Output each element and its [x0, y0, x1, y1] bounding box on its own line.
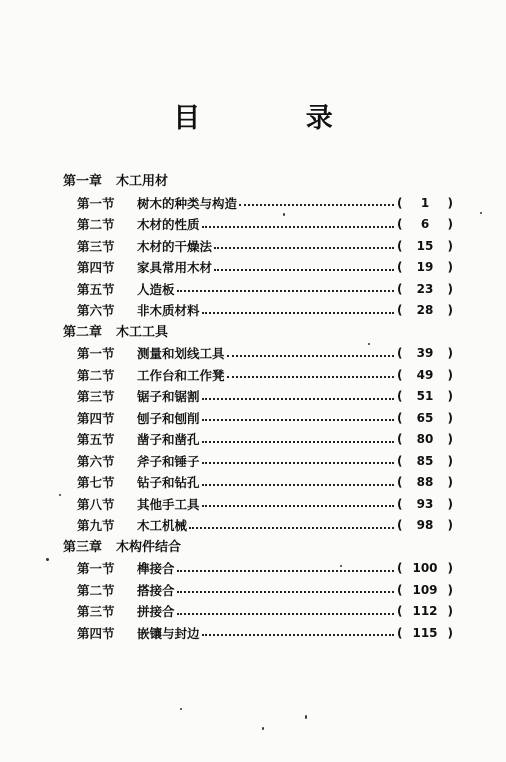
- section-number: 第八节: [77, 496, 115, 512]
- section-title: 工作台和工作凳: [137, 367, 225, 383]
- right-paren: ): [447, 582, 453, 597]
- left-paren: (: [397, 453, 403, 468]
- left-paren: (: [397, 496, 403, 511]
- toc-entry: [63, 451, 453, 473]
- section-title: 木材的干燥法: [137, 238, 213, 254]
- section-number: 第二节: [77, 217, 115, 232]
- page-title: 目 录: [173, 103, 381, 134]
- dot-leader: [227, 376, 394, 378]
- right-paren: ): [447, 195, 453, 210]
- section-title: 凿子和凿孔: [137, 432, 200, 447]
- section-number: 第五节: [77, 432, 115, 447]
- section-title: 拼接合: [137, 604, 175, 619]
- section-title: 斧子和锤子: [137, 453, 200, 469]
- scan-speck: [480, 212, 482, 214]
- page-number-group: [397, 558, 453, 580]
- section-title: 家具常用木材: [137, 260, 213, 275]
- left-paren: (: [397, 518, 403, 532]
- section-number: 第九节: [77, 518, 115, 533]
- page-number-group: [397, 515, 453, 537]
- right-paren: ): [447, 346, 453, 360]
- dot-leader: [177, 591, 394, 593]
- right-paren: ): [447, 475, 453, 489]
- right-paren: ): [447, 453, 453, 468]
- scan-speck: [340, 565, 342, 567]
- page-number: 115: [412, 625, 438, 640]
- toc-entry: [63, 236, 453, 258]
- left-paren: (: [397, 389, 403, 403]
- left-paren: (: [397, 604, 403, 618]
- dot-leader: [202, 462, 394, 464]
- chapter-label: 第一章: [63, 174, 103, 189]
- page-number-group: [397, 193, 453, 215]
- page-number: 1: [420, 195, 430, 210]
- section-number: 第四节: [77, 410, 115, 426]
- page-number-group: [397, 580, 453, 602]
- section-title: 钻子和钻孔: [137, 475, 200, 490]
- left-paren: (: [397, 432, 403, 446]
- chapter-title: 木工工具: [116, 324, 169, 340]
- section-number: 第三节: [77, 389, 115, 404]
- chapter-title: 木构件结合: [116, 539, 182, 555]
- scan-speck: [180, 708, 182, 710]
- section-title: 木材的性质: [137, 217, 200, 232]
- section-number: 第六节: [77, 453, 115, 469]
- toc-entry: [63, 365, 453, 387]
- section-title: 测量和划线工具: [137, 346, 225, 361]
- section-number: 第三节: [77, 238, 115, 254]
- right-paren: ): [447, 410, 453, 425]
- left-paren: (: [397, 582, 403, 597]
- toc-entry: [63, 558, 453, 580]
- section-title: 木工机械: [137, 518, 188, 533]
- left-paren: (: [397, 410, 403, 425]
- dot-leader: [214, 269, 394, 271]
- page-number: 15: [416, 238, 434, 253]
- toc-entry: [63, 580, 453, 602]
- section-number: 第七节: [77, 475, 115, 490]
- section-title: 榫接合: [137, 561, 175, 576]
- section-title: 刨子和刨削: [137, 410, 200, 426]
- dot-leader: [202, 441, 394, 443]
- chapter-label: 第三章: [63, 539, 103, 555]
- dot-leader: [202, 226, 394, 228]
- dot-leader: [202, 484, 394, 486]
- page-number: 23: [416, 281, 434, 296]
- dot-leader: [202, 634, 394, 636]
- section-number: 第一节: [77, 195, 115, 211]
- right-paren: ): [447, 260, 453, 274]
- toc-entry: [63, 214, 453, 236]
- page-number-group: [397, 601, 453, 623]
- chapter-heading: [63, 537, 453, 559]
- section-number: 第二节: [77, 582, 115, 598]
- toc-entry: [63, 279, 453, 301]
- page-number-group: [397, 257, 453, 279]
- page-number-group: [397, 623, 453, 645]
- dot-leader: [239, 204, 394, 206]
- page-number-group: [397, 472, 453, 494]
- page-number: 19: [416, 260, 434, 274]
- section-title: 其他手工具: [137, 496, 200, 512]
- chapter-heading: [63, 171, 453, 193]
- section-title: 树木的种类与构造: [137, 195, 238, 211]
- toc-entry: [63, 300, 453, 322]
- page-number-group: [397, 279, 453, 301]
- page-number: 80: [416, 432, 434, 446]
- section-number: 第四节: [77, 260, 115, 275]
- toc-entry: [63, 515, 453, 537]
- dot-leader: [177, 290, 394, 292]
- page-number: 88: [416, 475, 434, 489]
- right-paren: ): [447, 625, 453, 640]
- left-paren: (: [397, 625, 403, 640]
- section-title: 人造板: [137, 281, 175, 297]
- section-title: 嵌镶与封边: [137, 625, 200, 641]
- dot-leader: [227, 355, 394, 357]
- left-paren: (: [397, 346, 403, 360]
- toc-entry: [63, 494, 453, 516]
- page-number-group: [397, 494, 453, 516]
- page-number-group: [397, 300, 453, 322]
- page-number: 51: [416, 389, 434, 403]
- page-number-group: [397, 214, 453, 236]
- section-title: 搭接合: [137, 582, 175, 598]
- section-number: 第一节: [77, 346, 115, 361]
- page-number-group: [397, 429, 453, 451]
- toc-entry: [63, 193, 453, 215]
- toc-entry: [63, 257, 453, 279]
- toc-entry: [63, 623, 453, 645]
- section-number: 第二节: [77, 367, 115, 383]
- page-number: 100: [412, 561, 438, 575]
- left-paren: (: [397, 260, 403, 274]
- toc-entry: [63, 601, 453, 623]
- dot-leader: [189, 527, 394, 529]
- scan-speck: [283, 213, 285, 216]
- page-number-group: [397, 343, 453, 365]
- page-number: 49: [416, 367, 434, 382]
- page-number: 112: [412, 604, 438, 618]
- left-paren: (: [397, 281, 403, 296]
- right-paren: ): [447, 217, 453, 231]
- dot-leader: [202, 398, 394, 400]
- right-paren: ): [447, 367, 453, 382]
- right-paren: ): [447, 496, 453, 511]
- scan-speck: [46, 558, 49, 561]
- right-paren: ): [447, 518, 453, 532]
- left-paren: (: [397, 303, 403, 317]
- page-number: 28: [416, 303, 434, 317]
- right-paren: ): [447, 303, 453, 317]
- page-number-group: [397, 236, 453, 258]
- scan-speck: [262, 727, 264, 730]
- right-paren: ): [447, 281, 453, 296]
- toc-entry: [63, 386, 453, 408]
- scan-speck: [59, 494, 61, 496]
- scan-speck: [368, 343, 370, 345]
- section-number: 第一节: [77, 561, 115, 576]
- chapter-title: 木工用材: [116, 174, 169, 189]
- section-title: 锯子和锯割: [137, 389, 200, 404]
- section-number: 第四节: [77, 625, 115, 641]
- chapter-label: 第二章: [63, 324, 103, 340]
- left-paren: (: [397, 238, 403, 253]
- section-number: 第三节: [77, 604, 115, 619]
- right-paren: ): [447, 389, 453, 403]
- scan-speck: [305, 715, 307, 719]
- page-number: 39: [416, 346, 434, 360]
- page-number: 109: [412, 582, 438, 597]
- left-paren: (: [397, 561, 403, 575]
- dot-leader: [214, 247, 394, 249]
- right-paren: ): [447, 561, 453, 575]
- dot-leader: [177, 570, 394, 572]
- toc-entry: [63, 343, 453, 365]
- page-number-group: [397, 365, 453, 387]
- section-number: 第五节: [77, 281, 115, 297]
- dot-leader: [202, 419, 394, 421]
- dot-leader: [202, 505, 394, 507]
- toc-entry: [63, 472, 453, 494]
- dot-leader: [177, 613, 394, 615]
- toc-entry: [63, 429, 453, 451]
- page-number: 65: [416, 410, 434, 425]
- left-paren: (: [397, 367, 403, 382]
- right-paren: ): [447, 432, 453, 446]
- section-title: 非木质材料: [137, 303, 200, 318]
- page-number-group: [397, 451, 453, 473]
- left-paren: (: [397, 217, 403, 231]
- page-number-group: [397, 408, 453, 430]
- left-paren: (: [397, 195, 403, 210]
- section-number: 第六节: [77, 303, 115, 318]
- right-paren: ): [447, 238, 453, 253]
- page-number: 93: [416, 496, 434, 511]
- left-paren: (: [397, 475, 403, 489]
- table-of-contents: [63, 171, 453, 644]
- chapter-heading: [63, 322, 453, 344]
- toc-entry: [63, 408, 453, 430]
- right-paren: ): [447, 604, 453, 618]
- page-number: 98: [416, 518, 434, 532]
- page-number: 85: [416, 453, 434, 468]
- dot-leader: [202, 312, 394, 314]
- page-number-group: [397, 386, 453, 408]
- page-number: 6: [420, 217, 430, 231]
